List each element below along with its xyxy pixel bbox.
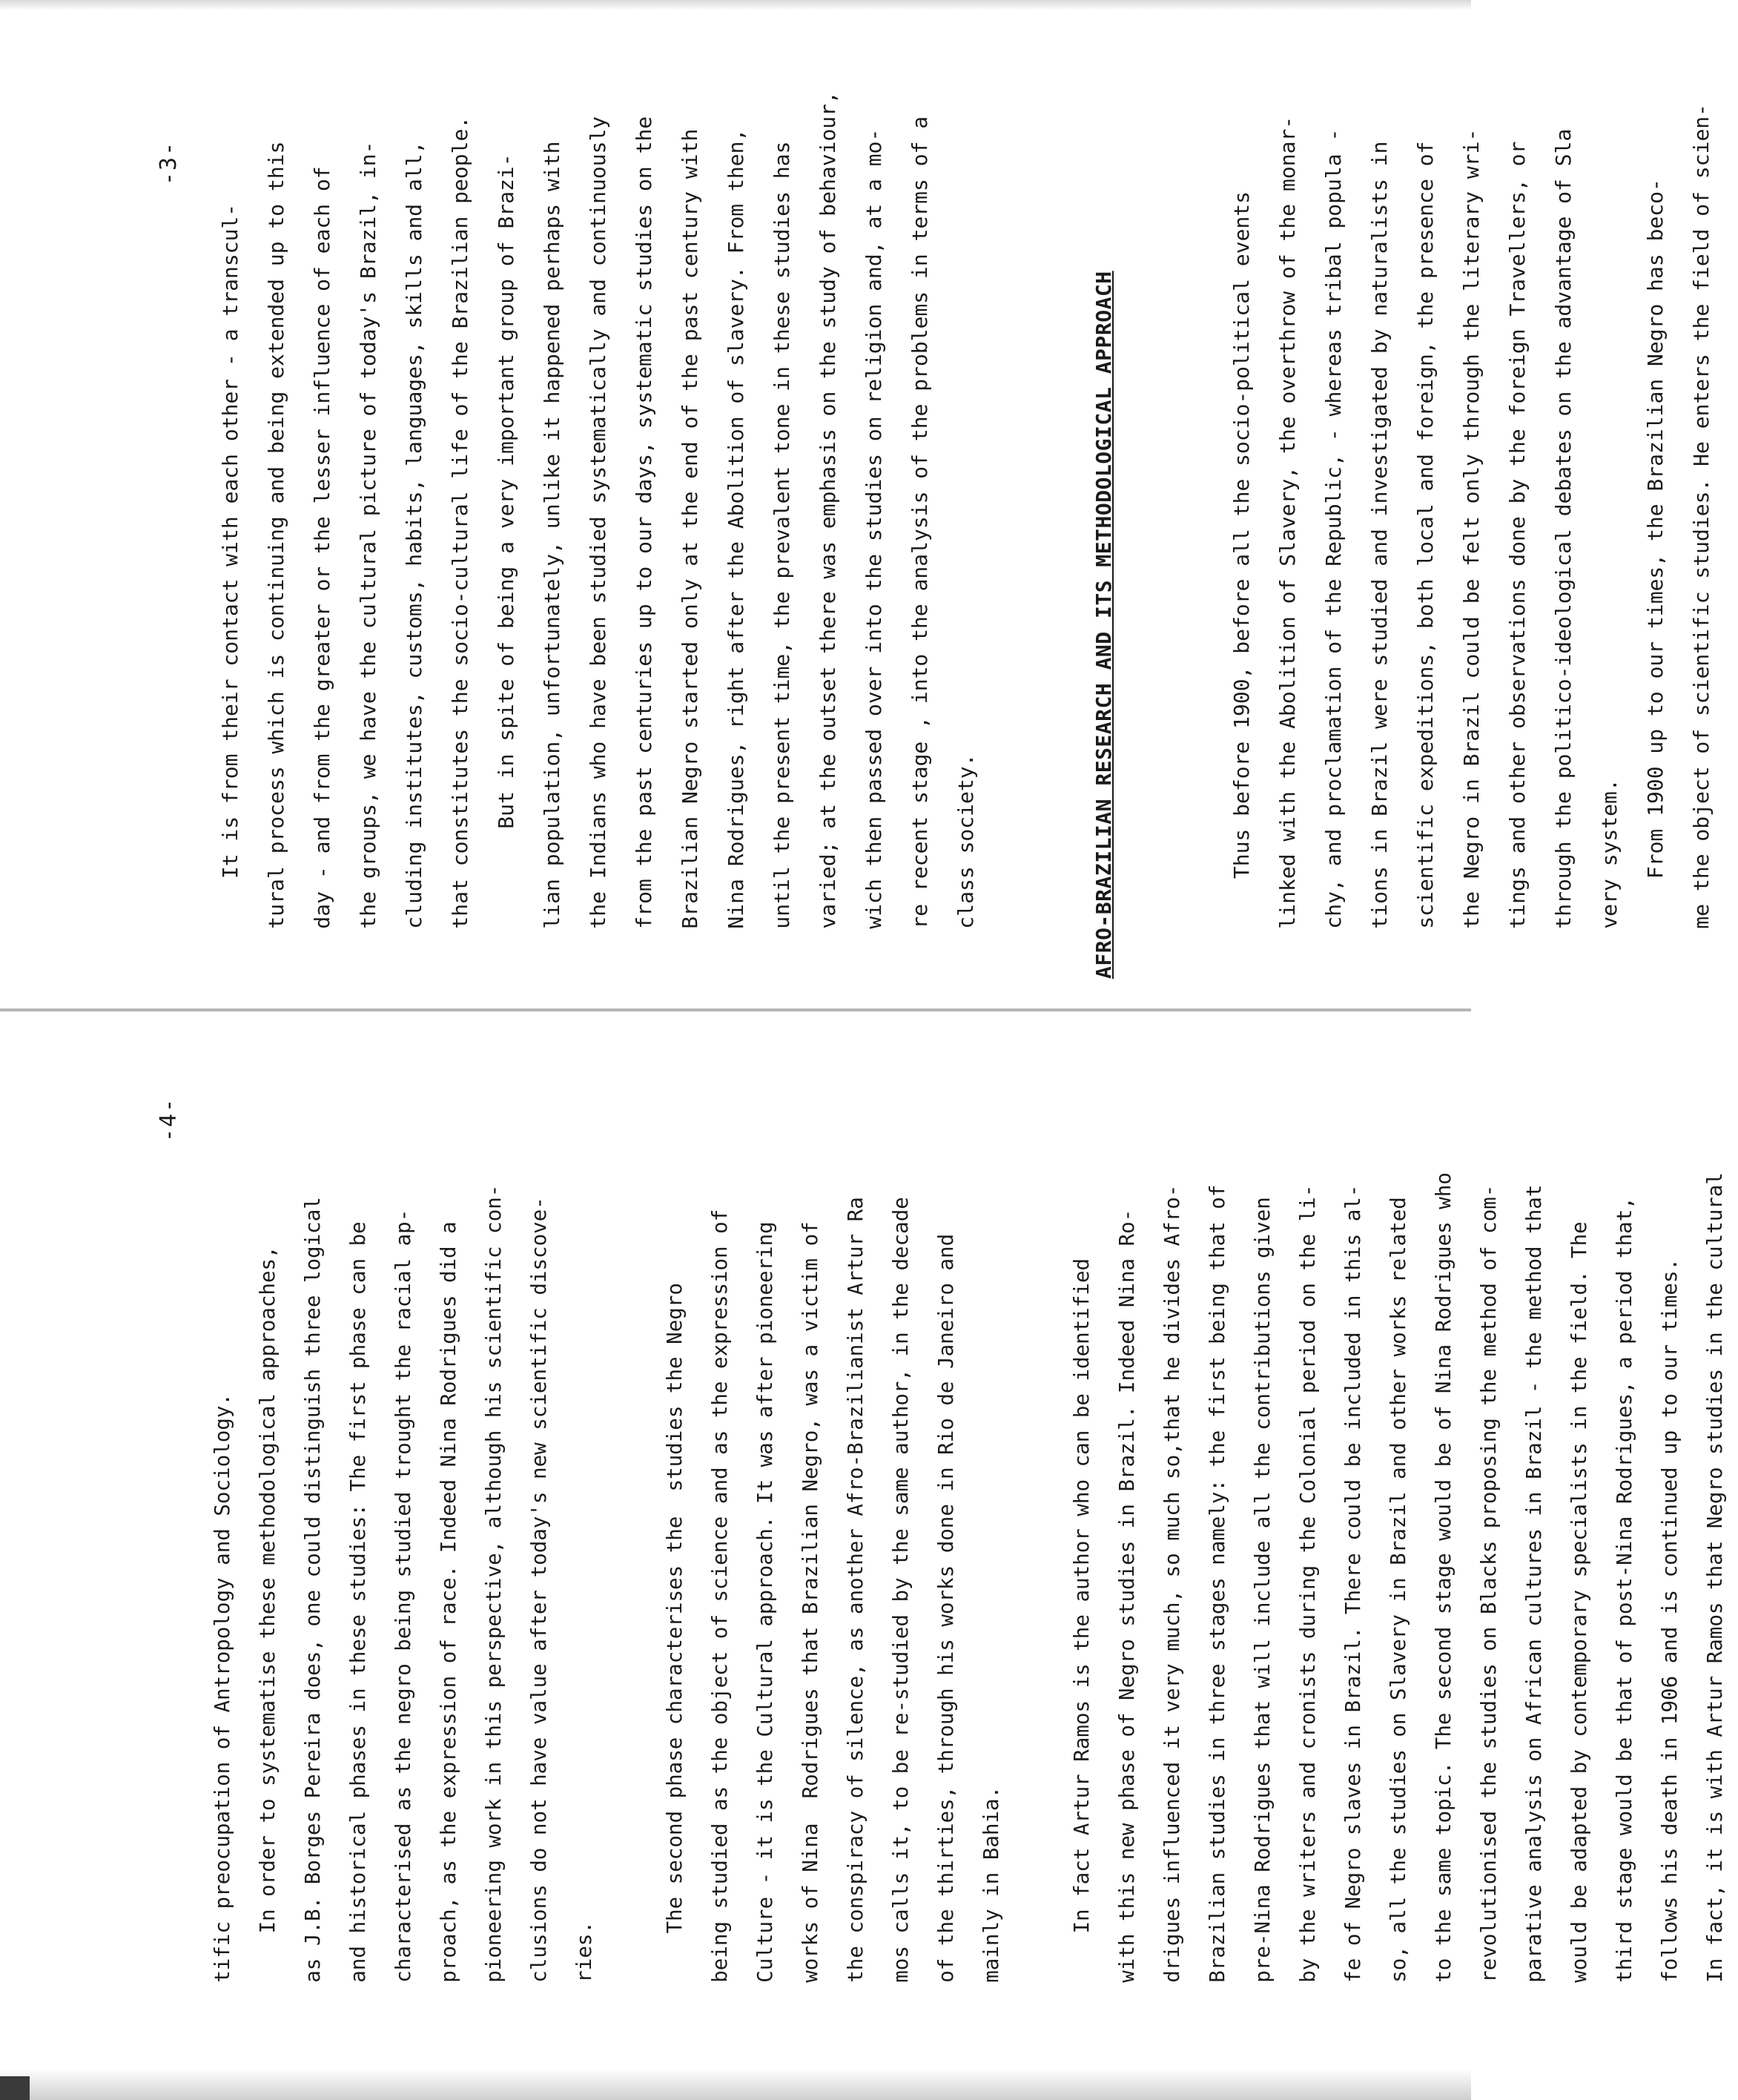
text-line: mos calls it, to be re-studied by the same author, in the decade xyxy=(889,1197,913,2032)
scan-bottom-edge xyxy=(0,2069,1471,2100)
text-line: scientific expeditions, both local and foreign, the presence of xyxy=(1413,141,1438,979)
text-line: ries. xyxy=(572,1921,596,2032)
text-line: the Indians who have been studied systematically and continuously xyxy=(586,116,610,979)
text-line: proach, as the expression of race. Indeed Nina Rodrigues did a xyxy=(437,1221,460,2032)
page-number: -3- xyxy=(156,140,182,185)
text-line: revolutionised the studies on Blacks proposing the method of com- xyxy=(1477,1184,1501,2032)
text-line xyxy=(1173,91,1219,979)
text-line: The second phase characterises the studies the Negro xyxy=(663,1283,687,2032)
text-line: In fact Artur Ramos is the author who can be identified xyxy=(1070,1258,1094,2032)
section-heading: AFRO-BRAZILIAN RESEARCH AND ITS METHODOLOGICAL APPROACH xyxy=(1091,271,1116,979)
text-line: from the past centuries up to our days, systematic studies on the xyxy=(632,116,656,979)
text-line: lian population, unfortunately, unlike it happened perhaps with xyxy=(540,141,564,979)
text-line: Thus before 1900, before all the socio-political events xyxy=(1229,191,1254,979)
page-4-body xyxy=(200,1172,1738,2032)
text-line: through the politico-ideological debates on the advantage of Sla xyxy=(1551,128,1576,979)
text-line: Nina Rodrigues, right after the Abolition of slavery. From then, xyxy=(724,128,748,979)
text-line: clusions do not have value after today's new scientific discove- xyxy=(527,1197,551,2032)
text-line: tings and other observations done by the foreign Travellers, or xyxy=(1505,141,1530,979)
text-line: Brazilian studies in three stages namely: the first being that of xyxy=(1206,1184,1229,2032)
text-line: so, all the studies on Slavery in Brazil and other works related xyxy=(1387,1197,1410,2032)
text-line: pioneering work in this perspective, although his scientific con- xyxy=(482,1184,506,2032)
text-line: characterised as the negro being studied trought the racial ap- xyxy=(391,1209,415,2032)
text-line xyxy=(1035,91,1081,979)
text-line: varied; at the outset there was emphasis on the study of behaviour, xyxy=(816,91,840,979)
text-line: by the writers and cronists during the Colonial period on the li- xyxy=(1296,1184,1320,2032)
text-line: chy, and proclamation of the Republic, - whereas tribal popula - xyxy=(1321,128,1346,979)
text-line: tural process which is continuing and being extended up to this xyxy=(264,141,288,979)
text-line: of the thirties, through his works done in Rio de Janeiro and xyxy=(934,1233,958,2032)
text-line: re recent stage , into the analysis of the problems in terms of a xyxy=(908,116,932,979)
text-line: day - and from the greater or the lesser influence of each of xyxy=(310,166,334,979)
text-line: tific preocupation of Antropology and Sociology. xyxy=(211,1393,234,2032)
text-line: In fact, it is with Artur Ramos that Negro studies in the cultural xyxy=(1703,1172,1727,2032)
scan-top-edge xyxy=(0,0,1471,10)
text-line: Culture - it is the Cultural approach. It was after pioneering xyxy=(753,1221,777,2032)
scan-binding-mark xyxy=(0,2076,30,2100)
text-line: as J.B. Borges Pereira does, one could distinguish three logical xyxy=(301,1197,325,2032)
text-line: drigues influenced it very much, so much so,that he divides Afro- xyxy=(1160,1184,1184,2032)
text-line: Brazilian Negro started only at the end of the past century with xyxy=(678,128,702,979)
page-number: -4- xyxy=(156,1097,182,1142)
text-line: mainly in Bahia. xyxy=(979,1786,1003,2032)
text-line: follows his death in 1906 and is continued up to our times. xyxy=(1658,1258,1682,2032)
text-line: with this new phase of Negro studies in Brazil. Indeed Nina Ro- xyxy=(1115,1209,1139,2032)
text-line: tions in Brazil were studied and investigated by naturalists in xyxy=(1367,141,1392,979)
text-line: very system. xyxy=(1597,779,1622,979)
text-line: class society. xyxy=(954,753,978,979)
text-line: fe of Negro slaves in Brazil. There could be included in this al- xyxy=(1341,1184,1365,2032)
text-line: third stage would be that of post-Nina Rodrigues, a period that, xyxy=(1613,1197,1636,2032)
text-line: to the same topic. The second stage would be of Nina Rodrigues who xyxy=(1432,1172,1456,2032)
text-line: would be adapted by contemporary specialists in the field. The xyxy=(1567,1221,1591,2032)
page-3 xyxy=(156,89,1714,994)
text-line: It is from their contact with each other - a transcul- xyxy=(218,203,242,979)
text-line: wich then passed over into the studies on religion and, at a mo- xyxy=(862,128,886,979)
text-line: But in spite of being a very important group of Brazi- xyxy=(494,153,518,979)
text-line xyxy=(1127,91,1173,979)
text-line: linked with the Abolition of Slavery, the overthrow of the monar- xyxy=(1275,116,1300,979)
text-line: works of Nina Rodrigues that Brazilian Negro, was a victim of xyxy=(799,1221,822,2032)
text-line: cluding institutes, customs, habits, languages, skills and all, xyxy=(402,141,426,979)
text-line: In order to systematise these methodological approaches, xyxy=(256,1246,280,2032)
text-line: the groups, we have the cultural picture of today's Brazil, in- xyxy=(356,141,380,979)
page-divider xyxy=(0,1008,1471,1011)
text-line: and historical phases in these studies: The first phase can be xyxy=(346,1221,370,2032)
text-line xyxy=(1014,1172,1060,2032)
text-line: pre-Nina Rodrigues that will include all the contributions given xyxy=(1251,1197,1275,2032)
text-line: the conspiracy of silence, as another Afro-Brazilianist Artur Ra xyxy=(844,1197,868,2032)
text-line xyxy=(607,1172,652,2032)
text-line: being studied as the object of science and as the expression of xyxy=(708,1209,732,2032)
text-line: me the object of scientific studies. He enters the field of scien- xyxy=(1689,103,1714,979)
text-line: the Negro in Brazil could be felt only through the literary wri- xyxy=(1459,128,1484,979)
page-3-body xyxy=(208,91,1725,979)
text-line xyxy=(989,91,1035,979)
text-line: From 1900 up to our times, the Brazilian Negro has beco- xyxy=(1643,179,1668,979)
text-line: that constitutes the socio-cultural life of the Brazilian people. xyxy=(448,116,472,979)
text-line: until the present time, the prevalent tone in these studies has xyxy=(770,141,794,979)
page-4 xyxy=(156,1083,1727,2047)
text-line: parative analysis on African cultures in Brazil - the method that xyxy=(1522,1184,1546,2032)
